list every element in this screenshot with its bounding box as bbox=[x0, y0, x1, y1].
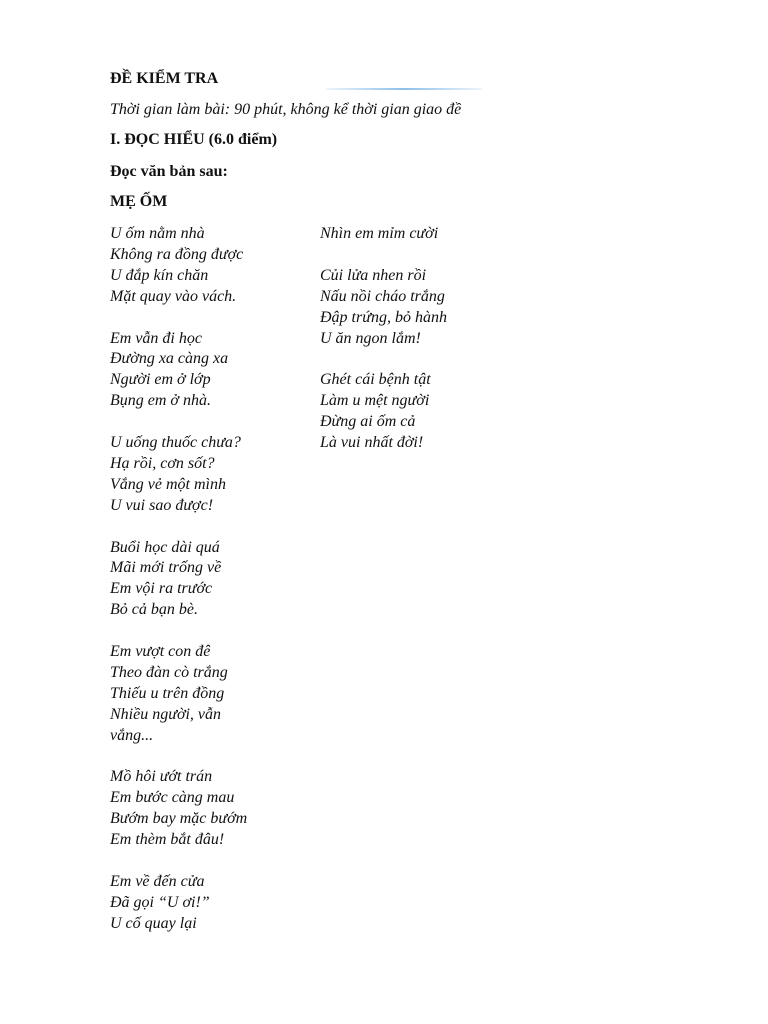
poem-right-column bbox=[320, 224, 540, 475]
exam-duration: Thời gian làm bài: 90 phút, không kể thời gian giao đề bbox=[110, 101, 462, 118]
poem-line: Bụng em ở nhà. bbox=[110, 392, 211, 410]
poem-line: Không ra đồng được bbox=[110, 245, 244, 263]
poem-stanza bbox=[110, 872, 310, 935]
poem-line: Nhìn em mỉm cười bbox=[320, 225, 439, 242]
poem-line: Người em ở lớp bbox=[110, 371, 211, 389]
poem-line: Bướm bay mặc bướm bbox=[110, 810, 248, 828]
poem-line: Bỏ cả bạn bè. bbox=[110, 601, 198, 619]
poem-line: U ăn ngon lắm! bbox=[320, 329, 421, 347]
poem-line: U uống thuốc chưa? bbox=[110, 434, 241, 452]
poem-stanza bbox=[110, 767, 310, 851]
poem-line: U đắp kín chăn bbox=[110, 266, 209, 284]
poem-title: MẸ ỐM bbox=[110, 193, 168, 210]
poem-line: Mặt quay vào vách. bbox=[110, 287, 237, 305]
poem-line: Em vượt con đê bbox=[110, 643, 211, 661]
poem-stanza bbox=[320, 370, 540, 454]
poem-line: Đập trứng, bỏ hành bbox=[320, 308, 447, 326]
poem-line: vắng... bbox=[110, 726, 154, 744]
poem-line: Buổi học dài quá bbox=[110, 538, 220, 556]
poem-line: U ốm nằm nhà bbox=[110, 225, 205, 242]
poem-line: Làm u mệt người bbox=[320, 392, 430, 410]
poem-line: Thiếu u trên đồng bbox=[110, 684, 225, 702]
poem-left-column bbox=[110, 224, 310, 956]
poem-line: Nấu nồi cháo trắng bbox=[320, 287, 445, 305]
poem-stanza bbox=[110, 433, 310, 517]
poem-stanza bbox=[110, 224, 310, 308]
poem-line: U vui sao được! bbox=[110, 496, 214, 514]
poem-line: Em vẫn đi học bbox=[110, 329, 202, 347]
poem-stanza bbox=[320, 224, 540, 245]
exam-title: ĐỀ KIỂM TRA bbox=[110, 70, 219, 87]
poem-line: Mãi mới trống về bbox=[110, 559, 222, 577]
poem-stanza bbox=[110, 329, 310, 413]
reading-instruction: Đọc văn bản sau: bbox=[110, 163, 228, 180]
poem-line: Em bước càng mau bbox=[110, 789, 235, 807]
poem-line: Đường xa càng xa bbox=[110, 350, 229, 368]
poem-line: U cố quay lại bbox=[110, 914, 197, 932]
poem-stanza bbox=[110, 538, 310, 622]
poem-line: Theo đàn cò trắng bbox=[110, 663, 228, 681]
poem-line: Vắng vẻ một mình bbox=[110, 475, 226, 493]
poem-line: Mồ hôi ướt trán bbox=[110, 768, 213, 786]
poem-line: Củi lửa nhen rồi bbox=[320, 266, 427, 284]
poem-line: Em về đến cửa bbox=[110, 873, 205, 890]
poem-line: Đã gọi “U ơi!” bbox=[110, 893, 210, 911]
poem-line: Ghét cái bệnh tật bbox=[320, 371, 431, 389]
poem-line: Em thèm bắt đâu! bbox=[110, 831, 225, 849]
section-heading: I. ĐỌC HIỂU (6.0 điểm) bbox=[110, 131, 278, 148]
poem-line: Em vội ra trước bbox=[110, 580, 213, 598]
poem-stanza bbox=[320, 266, 540, 350]
poem-line: Hạ rồi, cơn sốt? bbox=[110, 454, 215, 472]
poem-stanza bbox=[110, 642, 310, 747]
decorative-line bbox=[326, 88, 482, 90]
poem-line: Nhiều người, vẫn bbox=[110, 705, 222, 723]
poem-line: Đừng ai ốm cả bbox=[320, 413, 416, 431]
poem-line: Là vui nhất đời! bbox=[320, 434, 424, 452]
